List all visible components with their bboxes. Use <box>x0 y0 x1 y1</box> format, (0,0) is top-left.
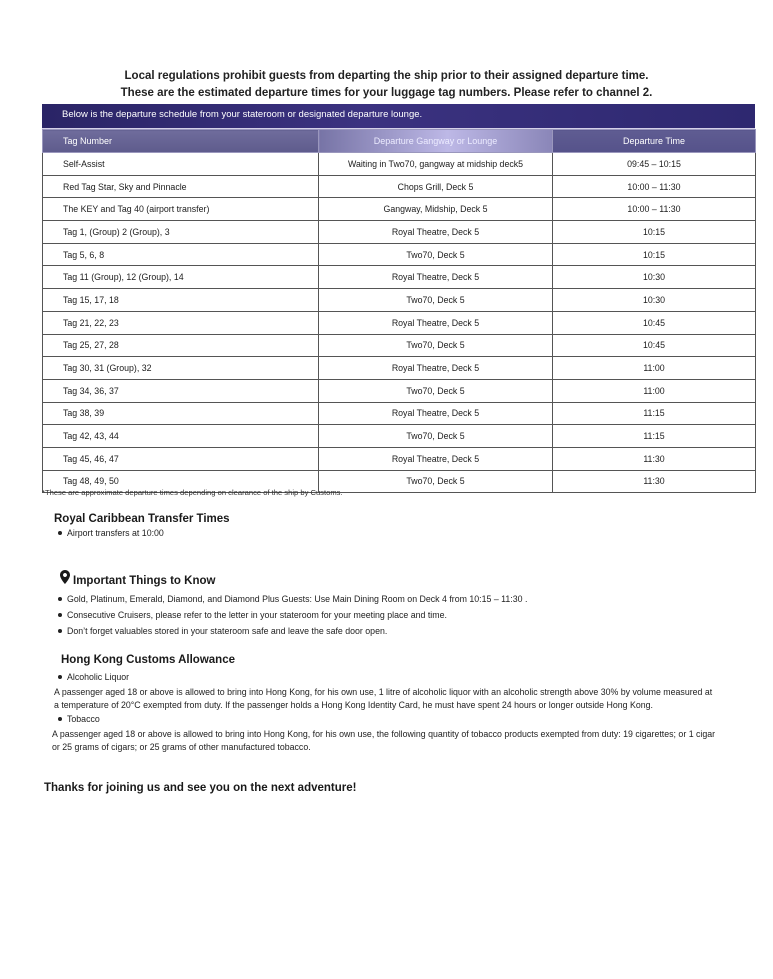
gangway-cell: Waiting in Two70, gangway at midship deck5 <box>319 153 553 176</box>
tag-cell: Tag 11 (Group), 12 (Group), 14 <box>43 266 319 289</box>
liquor-label: Alcoholic Liquor <box>67 672 130 682</box>
tag-cell: Tag 45, 46, 47 <box>43 447 319 470</box>
gangway-cell: Gangway, Midship, Deck 5 <box>319 198 553 221</box>
list-item <box>58 626 387 636</box>
important-item-text: Don’t forget valuables stored in your stateroom safe and leave the safe door open. <box>67 626 388 636</box>
intro-line-2: These are the estimated departure times for your luggage tag numbers. Please refer to channel 2. <box>120 87 653 99</box>
departure-table <box>42 129 756 493</box>
schedule-banner: Below is the departure schedule from your stateroom or designated departure lounge. <box>42 104 755 129</box>
table-row <box>43 175 756 198</box>
table-row <box>43 311 756 334</box>
customs-heading: Hong Kong Customs Allowance <box>61 654 235 666</box>
important-heading: Important Things to Know <box>73 575 216 587</box>
time-cell: 11:30 <box>553 447 756 470</box>
tag-cell: Tag 21, 22, 23 <box>43 311 319 334</box>
intro-line-1: Local regulations prohibit guests from departing the ship prior to their assigned departure time. <box>124 70 649 82</box>
time-cell: 11:30 <box>553 470 756 493</box>
time-cell: 11:15 <box>553 425 756 448</box>
time-cell: 10:00 – 11:30 <box>553 175 756 198</box>
time-cell: 10:45 <box>553 311 756 334</box>
time-cell: 10:15 <box>553 221 756 244</box>
gangway-cell: Royal Theatre, Deck 5 <box>319 447 553 470</box>
gangway-cell: Chops Grill, Deck 5 <box>319 175 553 198</box>
bullet-icon <box>58 717 62 721</box>
closing-message: Thanks for joining us and see you on the next adventure! <box>44 782 357 794</box>
header-departure-gangway: Departure Gangway or Lounge <box>319 130 553 153</box>
map-pin-icon <box>60 570 70 584</box>
tag-cell: Tag 25, 27, 28 <box>43 334 319 357</box>
tag-cell: Tag 30, 31 (Group), 32 <box>43 357 319 380</box>
tobacco-label: Tobacco <box>67 714 100 724</box>
table-row <box>43 243 756 266</box>
bullet-icon <box>58 613 62 617</box>
list-item <box>58 714 100 724</box>
bullet-icon <box>58 629 62 633</box>
tobacco-allowance-text: A passenger aged 18 or above is allowed to bring into Hong Kong, for his own use, the following quantity of tobacco products exempted from duty: 19 cigarettes; or 1 cigar or 25 grams of cigars; or 25 grams of other manufactured tobacco. <box>52 729 716 752</box>
table-row <box>43 357 756 380</box>
bullet-icon <box>58 531 62 535</box>
table-row <box>43 379 756 402</box>
time-cell: 09:45 – 10:15 <box>553 153 756 176</box>
list-item <box>58 672 129 682</box>
list-item <box>58 528 164 538</box>
time-cell: 11:00 <box>553 379 756 402</box>
time-cell: 10:30 <box>553 266 756 289</box>
table-row <box>43 334 756 357</box>
departure-schedule <box>42 104 755 493</box>
gangway-cell: Two70, Deck 5 <box>319 379 553 402</box>
gangway-cell: Royal Theatre, Deck 5 <box>319 266 553 289</box>
table-row <box>43 198 756 221</box>
tag-cell: Tag 15, 17, 18 <box>43 289 319 312</box>
time-cell: 11:15 <box>553 402 756 425</box>
important-item-text: Gold, Platinum, Emerald, Diamond, and Diamond Plus Guests: Use Main Dining Room on Deck 4 from 10:15 – 11:30 . <box>67 594 528 604</box>
tag-cell: Tag 38, 39 <box>43 402 319 425</box>
tag-cell: Tag 34, 36, 37 <box>43 379 319 402</box>
list-item <box>58 610 447 620</box>
time-cell: 11:00 <box>553 357 756 380</box>
time-cell: 10:15 <box>553 243 756 266</box>
tag-cell: Tag 48, 49, 50 <box>43 470 319 493</box>
bullet-icon <box>58 597 62 601</box>
liquor-allowance-text: A passenger aged 18 or above is allowed to bring into Hong Kong, for his own use, 1 litre of alcoholic liquor with an alcoholic strength above 30% by volume measured at a temperature of 20°C exempted from duty. If the passenger holds a Hong Kong Identity Card, he must have spent 24 hours or longer outside Hong Kong. <box>54 687 713 710</box>
gangway-cell: Two70, Deck 5 <box>319 425 553 448</box>
intro-notice <box>0 68 773 102</box>
table-row <box>43 153 756 176</box>
gangway-cell: Royal Theatre, Deck 5 <box>319 357 553 380</box>
table-row <box>43 447 756 470</box>
gangway-cell: Royal Theatre, Deck 5 <box>319 311 553 334</box>
transfer-times-heading: Royal Caribbean Transfer Times <box>54 513 230 525</box>
list-item <box>58 594 527 604</box>
table-row <box>43 402 756 425</box>
time-cell: 10:00 – 11:30 <box>553 198 756 221</box>
table-row <box>43 221 756 244</box>
tag-cell: Red Tag Star, Sky and Pinnacle <box>43 175 319 198</box>
tag-cell: The KEY and Tag 40 (airport transfer) <box>43 198 319 221</box>
time-cell: 10:30 <box>553 289 756 312</box>
time-cell: 10:45 <box>553 334 756 357</box>
tag-cell: Tag 42, 43, 44 <box>43 425 319 448</box>
important-item-text: Consecutive Cruisers, please refer to the letter in your stateroom for your meeting place and time. <box>67 610 447 620</box>
gangway-cell: Royal Theatre, Deck 5 <box>319 402 553 425</box>
table-row <box>43 425 756 448</box>
schedule-footnote: *These are approximate departure times depending on clearance of the ship by Customs. <box>42 488 343 497</box>
gangway-cell: Two70, Deck 5 <box>319 470 553 493</box>
bullet-icon <box>58 675 62 679</box>
gangway-cell: Royal Theatre, Deck 5 <box>319 221 553 244</box>
table-row <box>43 289 756 312</box>
gangway-cell: Two70, Deck 5 <box>319 289 553 312</box>
gangway-cell: Two70, Deck 5 <box>319 243 553 266</box>
tag-cell: Tag 1, (Group) 2 (Group), 3 <box>43 221 319 244</box>
transfer-item-text: Airport transfers at 10:00 <box>67 528 164 538</box>
gangway-cell: Two70, Deck 5 <box>319 334 553 357</box>
tag-cell: Self-Assist <box>43 153 319 176</box>
header-tag-number: Tag Number <box>43 130 319 153</box>
tag-cell: Tag 5, 6, 8 <box>43 243 319 266</box>
header-departure-time: Departure Time <box>553 130 756 153</box>
table-row <box>43 266 756 289</box>
table-header-row <box>43 130 756 153</box>
